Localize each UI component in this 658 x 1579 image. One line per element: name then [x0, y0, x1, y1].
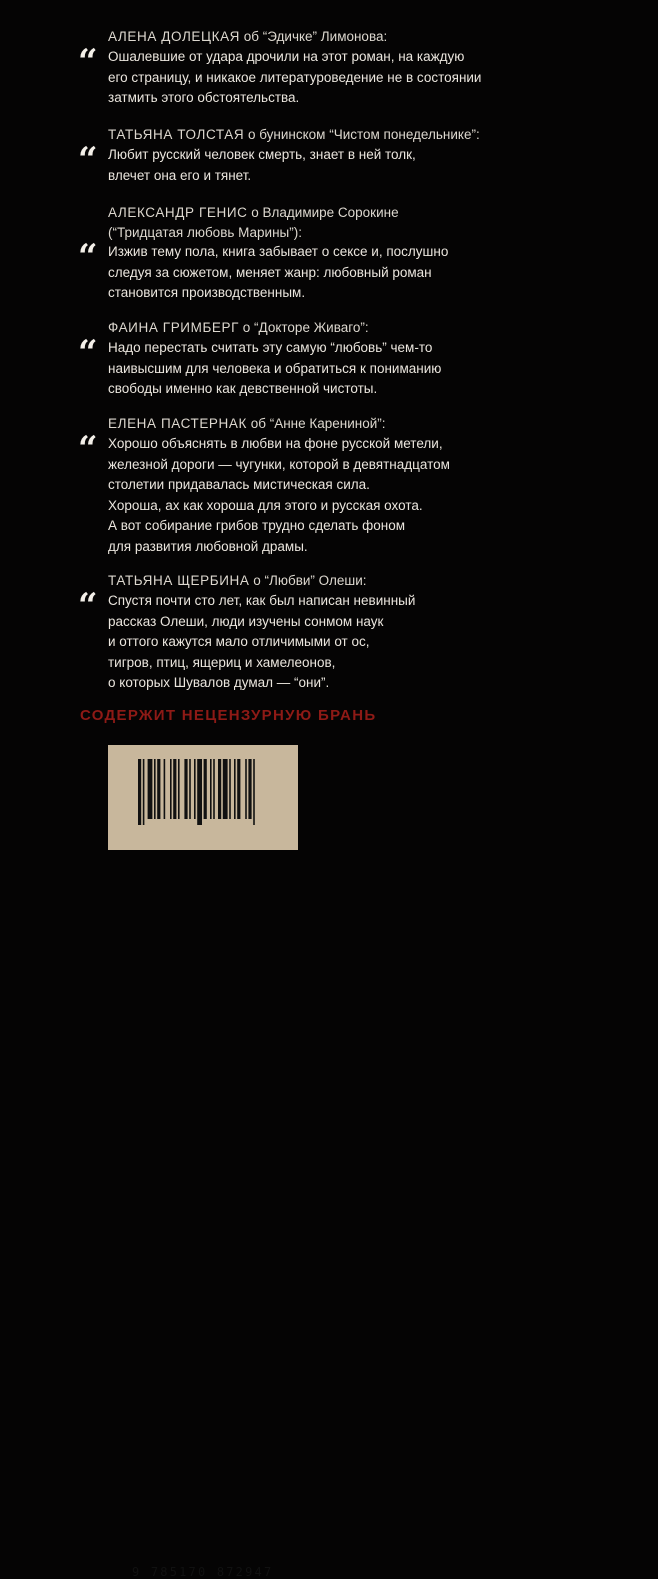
quote-subject: о бунинском “Чистом понедельнике”:: [244, 127, 480, 142]
quote-heading: [108, 414, 648, 434]
quote-heading: [108, 125, 648, 145]
quote-subject: об “Анне Карениной”:: [246, 416, 386, 431]
quote-text: Хорошо объяснять в любви на фоне русской метели, железной дороги — чугунки, которой в девятнадцатом столетии придавалась мистическая сила. Хороша, ах как хороша для этого и русская охота. А вот собирание грибов трудно сделать фоном для развития любовной драмы.: [108, 436, 450, 554]
quote-subject: о Владимире Сорокине (“Тридцатая любовь Марины”):: [108, 205, 399, 240]
quote-mark-icon: “: [78, 586, 95, 626]
quote-text: Спустя почти сто лет, как был написан невинный рассказ Олеши, люди изучены сонмом наук и оттого кажутся мало отличимыми от ос, тигров, птиц, ящериц и хамелеонов, о которых Шувалов думал — “они”.: [108, 593, 416, 690]
quote-text: Ошалевшие от удара дрочили на этот роман, на каждую его страницу, и никакое литературоведение не в состоянии затмить этого обстоятельства.: [108, 49, 482, 105]
quote-author: ТАТЬЯНА ЩЕРБИНА: [108, 573, 250, 588]
quote-text: Изжив тему пола, книга забывает о сексе и, послушно следуя за сюжетом, меняет жанр: любовный роман становится производственным.: [108, 244, 449, 300]
content-warning: СОДЕРЖИТ НЕЦЕНЗУРНУЮ БРАНЬ: [80, 707, 377, 724]
quote-heading: [108, 203, 648, 243]
quote-text: Надо перестать считать эту самую “любовь” чем-то наивысшим для человека и обратиться к пониманию свободы именно как девственной чистоты.: [108, 340, 442, 396]
quote-mark-icon: “: [78, 429, 95, 469]
quote-author: АЛЕНА ДОЛЕЦКАЯ: [108, 29, 241, 44]
quote-mark-icon: “: [78, 42, 95, 82]
quote-mark-icon: “: [78, 237, 95, 277]
quote-heading: [108, 27, 648, 47]
quote-author: ФАИНА ГРИМБЕРГ: [108, 320, 240, 335]
quote-author: ТАТЬЯНА ТОЛСТАЯ: [108, 127, 245, 142]
quote-author: ЕЛЕНА ПАСТЕРНАК: [108, 416, 247, 431]
quote-subject: о “Докторе Живаго”:: [239, 320, 369, 335]
barcode-digits: 9 785170 872947: [132, 1565, 274, 1579]
barcode: [108, 745, 298, 1579]
quote-subject: об “Эдичке” Лимонова:: [240, 29, 388, 44]
quote-subject: о “Любви” Олеши:: [249, 573, 367, 588]
quote-text: Любит русский человек смерть, знает в ней толк, влечет она его и тянет.: [108, 147, 416, 183]
quote-mark-icon: “: [78, 140, 95, 180]
quote-heading: [108, 571, 648, 591]
quote-mark-icon: “: [78, 333, 95, 373]
barcode-bars: [108, 745, 298, 850]
quote-author: АЛЕКСАНДР ГЕНИС: [108, 205, 248, 220]
quote-heading: [108, 318, 648, 338]
